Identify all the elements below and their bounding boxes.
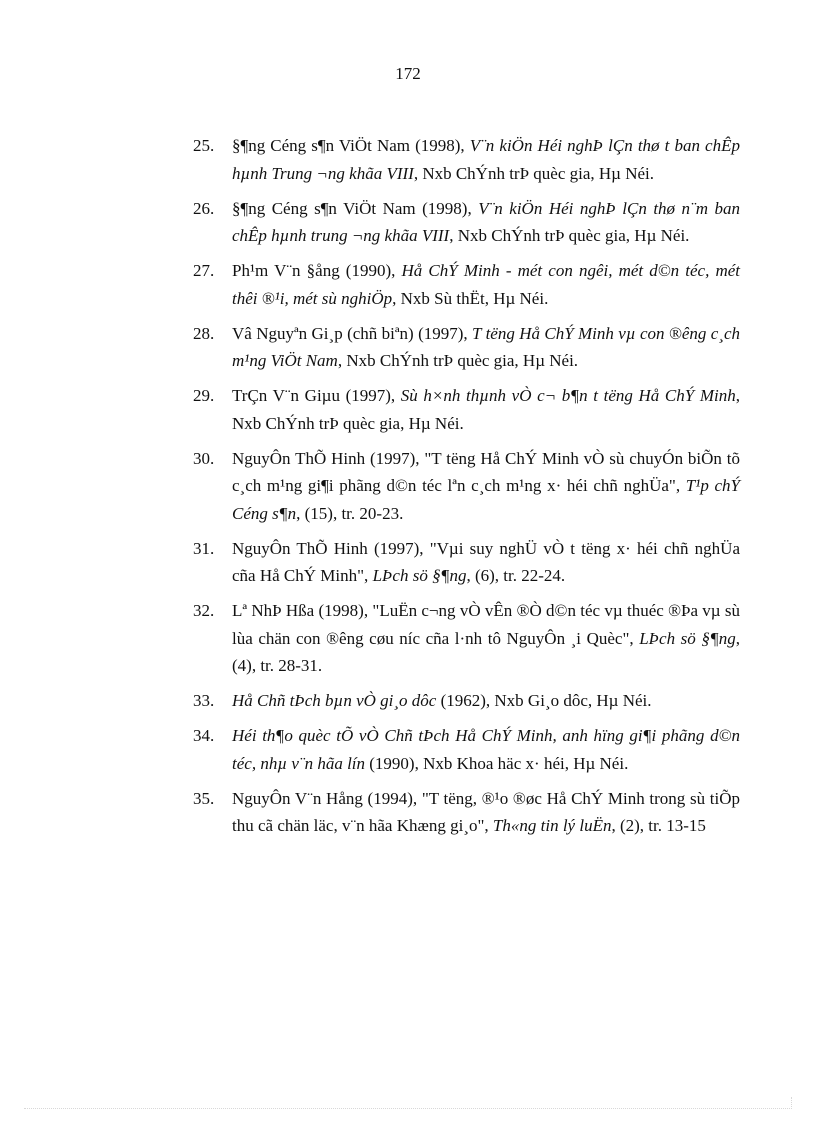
reference-item: [155, 722, 740, 777]
reference-title: Sù h×nh thµnh vÒ c¬ b¶n t tëng Hå ChÝ Minh: [400, 386, 736, 405]
reference-list: [155, 132, 740, 847]
reference-number: 32.: [193, 601, 215, 620]
reference-number: 31.: [193, 538, 215, 558]
reference-title: V¨n kiÖn Héi nghÞ lÇn thø n¨m ban chÊp hµnh trung ¬ng khãa VIII: [232, 198, 740, 245]
reference-text: , Nxb Sù thËt, Hµ Néi.: [392, 288, 549, 308]
reference-text: NguyÔn ThÕ Hinh (1997), "T tëng Hå ChÝ Minh vÒ sù chuyÓn biÕn tõ c¸ch m¹ng gi¶i phãng d©n téc lªn c¸ch m¹ng x· héi chñ nghÜa",: [232, 448, 740, 495]
reference-text: , (2), tr. 13-15: [611, 816, 706, 835]
reference-item: [155, 535, 740, 590]
reference-text: , (6), tr. 22-24.: [466, 566, 566, 585]
reference-text: Lª NhÞ Hßa (1998), "LuËn c¬ng vÒ vÊn ®Ò d©n téc vµ thuéc ®Þa vµ sù lùa chän con ®êng cøu níc cña l·nh tô NguyÔn ¸i Quèc",: [232, 601, 740, 648]
reference-title: V¨n kiÖn Héi nghÞ lÇn thø t ban chÊp hµnh Trung ¬ng khãa VIII: [232, 136, 740, 183]
reference-title: T¹p chÝ Céng s¶n: [232, 476, 740, 523]
page-bottom-divider: [24, 1108, 792, 1109]
reference-text: , Nxb ChÝnh trÞ quèc gia, Hµ Néi.: [449, 226, 690, 245]
reference-title: T tëng Hå ChÝ Minh vµ con ®êng c¸ch m¹ng ViÖt Nam: [232, 323, 740, 370]
reference-text: (1962), Nxb Gi¸o dôc, Hµ Néi.: [436, 691, 652, 710]
reference-title: LÞch sö §¶ng: [639, 628, 736, 648]
reference-number: 25.: [193, 136, 215, 155]
reference-item: [155, 597, 740, 680]
reference-text: NguyÔn ThÕ Hinh (1997), "Vµi suy nghÜ vÒ t tëng x· héi chñ nghÜa cña Hå ChÝ Minh",: [232, 538, 740, 585]
reference-item: [155, 257, 740, 312]
reference-number: 26.: [193, 198, 215, 218]
reference-text: , (15), tr. 20-23.: [296, 503, 404, 523]
reference-item: [155, 132, 740, 187]
reference-text: Vâ Nguyªn Gi¸p (chñ biªn) (1997),: [232, 323, 473, 343]
reference-number: 27.: [193, 261, 215, 280]
reference-number: 34.: [193, 726, 215, 745]
reference-item: [155, 785, 740, 840]
reference-item: [155, 687, 740, 715]
reference-item: [155, 382, 740, 437]
reference-text: , Nxb ChÝnh trÞ quèc gia, Hµ Néi.: [337, 351, 579, 370]
reference-title: Th«ng tin lý luËn: [492, 816, 612, 835]
reference-text: , Nxb ChÝnh trÞ quèc gia, Hµ Néi.: [232, 386, 740, 433]
reference-text: , Nxb ChÝnh trÞ quèc gia, Hµ Néi.: [413, 163, 655, 183]
reference-text: , (4), tr. 28-31.: [232, 628, 740, 675]
reference-text: NguyÔn V¨n Hång (1994), "T tëng, ®¹o ®øc Hå ChÝ Minh trong sù tiÕp thu cã chän läc, v¨n hãa Khæng gi¸o",: [232, 788, 740, 835]
reference-number: 29.: [193, 386, 215, 405]
reference-title: Hå Chñ tÞch bµn vÒ gi¸o dôc: [232, 691, 437, 710]
page-number: 172: [395, 64, 421, 83]
reference-title: LÞch sö §¶ng: [372, 566, 467, 585]
reference-text: Ph¹m V¨n §ång (1990),: [232, 261, 402, 280]
reference-title: Hå ChÝ Minh - mét con ngêi, mét d©n téc, mét thêi ®¹i, mét sù nghiÖp: [232, 261, 741, 308]
reference-text: TrÇn V¨n Giµu (1997),: [232, 386, 401, 405]
reference-number: 28.: [193, 323, 215, 343]
reference-number: 33.: [193, 691, 215, 710]
reference-text: §¶ng Céng s¶n ViÖt Nam (1998),: [232, 136, 470, 155]
reference-number: 35.: [193, 788, 215, 808]
page-corner-mark: [791, 1097, 792, 1109]
reference-number: 30.: [193, 448, 215, 468]
reference-title: Héi th¶o quèc tÕ vÒ Chñ tÞch Hå ChÝ Minh, anh hïng gi¶i phãng d©n téc, nhµ v¨n hãa lín: [232, 726, 740, 773]
reference-item: [155, 320, 740, 375]
reference-item: [155, 195, 740, 250]
reference-text: (1990), Nxb Khoa häc x· héi, Hµ Néi.: [365, 753, 629, 773]
reference-item: [155, 445, 740, 528]
reference-text: §¶ng Céng s¶n ViÖt Nam (1998),: [232, 198, 479, 218]
